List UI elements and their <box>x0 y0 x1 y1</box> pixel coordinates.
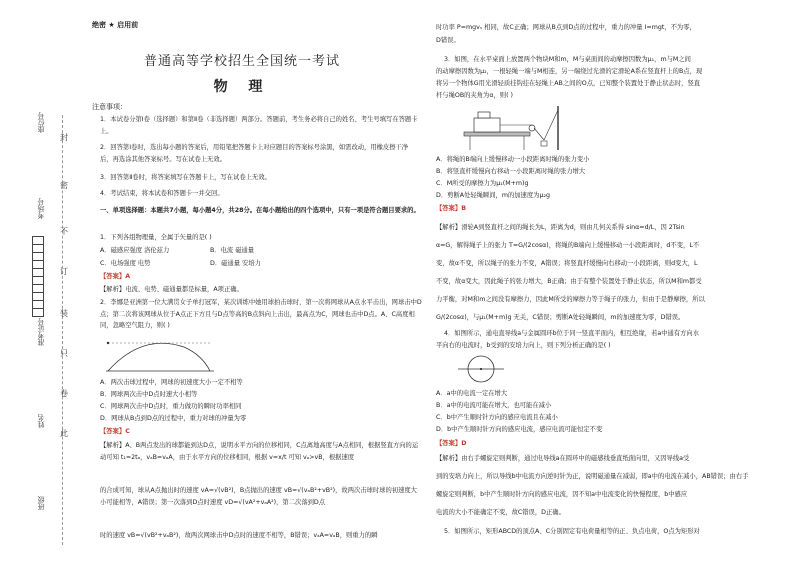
q4-analysis-1: 【解析】由右手螺旋定则判断，通过电导线a在圆环中的磁感线垂直纸面向里，又因导线a受 <box>436 455 690 462</box>
q2-option-c: C．网球两次击中D点时，重力做功的瞬时功率相同 <box>100 403 242 410</box>
q3-option-c: C．M所受的摩擦力为μ₁(M+m)g <box>436 180 529 187</box>
q1-option-a: A．磁感应强度 洛伦兹力 <box>100 247 170 254</box>
q4-option-a: A．a中的电流一定在增大 <box>436 390 508 397</box>
exam-room-label: 考场号 <box>37 198 45 219</box>
q3-analysis-3: 变，故α不变，所以绳子的张力不变，A错误；将竖直杆缓慢向右移动一小段距离，则d变大，L <box>436 260 698 267</box>
q4-option-b: B．a中的电流可能在增大，也可能在减小 <box>436 402 552 409</box>
q3-answer: 【答案】B <box>436 205 466 212</box>
q1-answer: 【答案】A <box>100 273 131 280</box>
question-2-stem: 2．李娜是亚洲第一位大满贯女子单打冠军，某次训练中她用球拍击球时，第一次将网球从A点水平击出，网球击中D点；第二次将该网球从位于A点正下方且与D点等高的B点斜向上击出，最高点为C，网球也击中D点。A、C高度相同，忽略空气阻力，则( ) <box>100 299 422 329</box>
margin-char: 只 <box>60 349 68 358</box>
q2-analysis-1: 【解析】A、B两点发出的球都能到达D点，说明水平方向的位移相同，C点离地高度与A点相同，根据竖直方向的运动可知 t₁=2tₐ，vₐB=vₐA，由于水平方向的位移相同，根据 v=x/t 可知 vₐ>vB，根据速度 <box>100 442 419 461</box>
ticket-number-boxes[interactable] <box>32 236 44 317</box>
q1-option-c: C．电场强度 电势 <box>100 260 151 267</box>
margin-char: 此 <box>60 429 68 438</box>
q3-analysis-4: 不变，故α变大，因此绳子的张力增大，B正确；由于有整个装置处于静止状态，所以M和m都受 <box>436 278 702 285</box>
question-3-stem-4: 杆与绳OB的夹角为α，则( ) <box>436 92 514 99</box>
margin-char: 卷 <box>60 389 68 398</box>
ticket-number-label: 准考证号 <box>37 318 45 346</box>
q2-option-b: B．网球两次击中D点时速大小相等 <box>100 391 198 398</box>
q4-analysis-4: 电流的大小不能确定不变，故C错误，D正确。 <box>436 509 565 516</box>
margin-char: 密 <box>60 181 68 190</box>
question-5-stem: 5．如图所示，矩形ABCD的顶点A、C分别固定有电荷量相等的正、负点电荷，O点为矩形对 <box>444 528 700 535</box>
question-3-stem-3: 将另一个物体G用光滑轻质挂钩挂在轻绳上AB之间的O点，已知整个装置处于静止状态时，竖直 <box>436 80 701 87</box>
q2-option-d: D．网球从B点到D点的过程中，重力对球的冲量为零 <box>100 415 247 422</box>
q3-analysis-2: α=G，解得绳子上的张力 T=G/(2cosα)，将绳的B端向上缓慢移动一小段距离时，d不变，L不 <box>436 242 700 249</box>
q1-analysis: 【解析】电流、电势、磁通量都是标量，A项正确。 <box>100 286 243 293</box>
q2-analysis-3: 时的速度 vB=√(vB²+vₐB²)，故两次网球击中D点时的速度不相等，B错误；vₐA=vₐB，则重力的瞬 <box>100 532 378 539</box>
q2-analysis-2: 的合成可知，球从A点抛出时的速度 vA=√(vB²)，B点抛出的速度 vB=√(vₐB²+vB²)，故两次击球时球的初速度大小可能相等，A错误；第一次落到D点时速度 vD=√(vA²+vₐA²)，第二次落到D点 <box>100 487 417 506</box>
q2-analysis-end: D错误。 <box>436 37 460 44</box>
secret-mark: 绝密 ★ 启用前 <box>92 21 139 29</box>
section-heading: 一、单项选择题：本题共7小题，每小题4分，共28分。在每小题给出的四个选项中，只有一项是符合题目要求的。 <box>100 207 420 214</box>
q4-option-c: C．b中产生顺时针方向的感应电流且在减小 <box>436 414 558 421</box>
q3-analysis-1: 【解析】滑轮A到竖直杆之间的绳长为L，距离为d，则由几何关系得 sinα=d/L，因 2Tsin <box>436 224 685 231</box>
q4-analysis-3: 螺旋定则判断，b中产生顺时针方向的感应电流，因不知a中电流变化的快慢程度，b中感应 <box>436 491 688 498</box>
q3-analysis-5: 力平衡，对M和m之间没有摩擦力，因此M所受的摩擦力等于绳子的张力，但由于是静摩擦，所以 <box>436 296 705 303</box>
binding-margin <box>0 0 90 562</box>
seat-number-label: 座位号 <box>37 112 45 133</box>
question-3-stem-2: 的动摩擦因数为μ₂，一根轻绳一端与M相连，另一端绕过光滑的定滑轮A系在竖直杆上的B点，现 <box>436 68 703 75</box>
q3-option-b: B．将竖直杆缓慢向右移动一小段距离时绳的张力增大 <box>436 168 586 175</box>
q2-analysis-cont: 时功率 P=mgvᵧ 相同，故C正确；网球从B点到D点的过程中，重力的冲量 I=mgt，不为零， <box>436 24 696 31</box>
question-4-stem-1: 4．如图所示，通电直导线a与金属圆环b位于同一竖直平面内，相互绝缘，若a中通有方向水 <box>444 330 700 337</box>
q2-option-a: A．两次击球过程中，网球的初速度大小一定不相等 <box>100 379 243 386</box>
subject-title: 物 理 <box>213 79 271 95</box>
wire-ring-figure <box>456 352 506 386</box>
note-item: 3．回答第Ⅱ卷时，将答案填写在答题卡上，写在试卷上无效。 <box>100 174 271 181</box>
q4-analysis-2: 到的安培力向上，所以导线b中电流方向逆时针为正，说明磁通量在减弱，即a中的电流在减小，AB错误；由右手 <box>436 473 749 480</box>
exam-title: 普通高等学校招生全国统一考试 <box>143 54 340 69</box>
q2-answer: 【答案】C <box>100 428 130 435</box>
question-1-stem: 1．下列各组物理量，全属于矢量的是( ) <box>100 234 212 241</box>
note-item: 4．考试结束，将本试卷和答题卡一并交回。 <box>100 190 224 197</box>
q1-option-b: B．电流 磁通量 <box>210 247 255 254</box>
notes-heading: 注意事项： <box>92 103 127 111</box>
margin-char: 装 <box>60 309 68 318</box>
margin-char: 不 <box>60 227 68 236</box>
note-item: 1．本试卷分第Ⅰ卷（选择题）和第Ⅱ卷（非选择题）两部分。答题前，考生务必将自己的姓名、考生号填写在答题卡上。 <box>100 116 418 135</box>
q1-option-d: D．磁通量 安培力 <box>210 260 261 267</box>
q3-analysis-6: G/(2cosα)，与μ₁(M+m)g 无关，C错误；剪断A处轻绳瞬间，m的加速度为零，D错误。 <box>436 314 685 321</box>
q3-option-d: D．剪断A处轻绳瞬间，m的加速度为μ₂g <box>436 192 550 199</box>
question-3-stem-1: 3．如图，在水平桌面上放置两个物块M和m，M与桌面间的动摩擦因数为μ₁，m与M之间 <box>444 56 691 63</box>
question-4-stem-2: 平向右的电流时，b受到的安培力向上，则下列分析正确的是( ) <box>436 342 611 349</box>
class-label: 班级 <box>37 496 45 510</box>
name-label: 姓名 <box>37 414 45 428</box>
q4-option-d: D．b中产生顺时针方向的感应电流，感应电流可能恒定不变 <box>436 426 603 433</box>
margin-char: 封 <box>60 133 68 142</box>
q3-option-a: A．将绳的B端向上缓慢移动一小段距离时绳的张力变小 <box>436 156 590 163</box>
q4-answer: 【答案】D <box>436 440 467 447</box>
note-item: 2．回答第Ⅰ卷时，选出每小题的答案后，用铅笔把答题卡上对应题目的答案标号涂黑，如需改动，用橡皮擦干净后，再选涂其他答案标号。写在试卷上无效。 <box>100 144 409 163</box>
trajectory-figure <box>102 337 222 377</box>
pulley-figure <box>462 104 572 152</box>
margin-char: 订 <box>60 267 68 276</box>
